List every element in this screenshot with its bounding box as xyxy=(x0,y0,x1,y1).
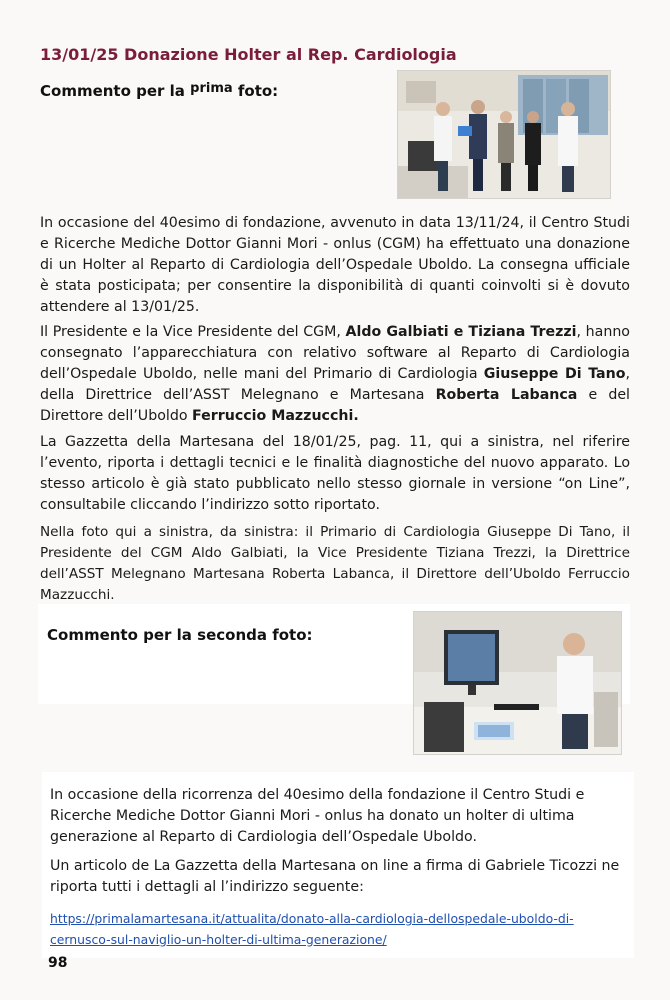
paragraph-anniversary: In occasione della ricorrenza del 40esimo della fondazione il Centro Studi e Ricerche Mediche Dottor Gianni Mori - onlus ha donato un holter di ultima generazione al Reparto di Cardiologia dell’Ospedale Uboldo. xyxy=(50,787,585,845)
paragraph-delivery-text-3: , della Direttrice dell’ASST Melegnano e Martesana xyxy=(40,366,630,403)
paragraph-gazzetta: La Gazzetta della Martesana del 18/01/25, pag. 11, qui a sinistra, nel riferire l’evento, riporta i dettagli tecnici e le finalità diagnostiche del nuovo apparato. Lo stesso articolo è già stato pubblicato nello stesso giornale in versione “on Line”, consultabile cliccando l’indirizzo sotto riportato. xyxy=(40,434,630,513)
paragraph-delivery-text-4: e del Direttore dell’Uboldo xyxy=(40,387,630,424)
photo-doctor-holter xyxy=(413,611,622,755)
caption-first-photo xyxy=(40,82,278,100)
name-di-tano: Giuseppe Di Tano xyxy=(483,366,626,382)
paragraph-delivery-text-1: Il Presidente e la Vice Presidente del CGM, xyxy=(40,324,346,340)
caption-first-before: Commento per la xyxy=(40,82,191,100)
paragraph-delivery-text-2: , hanno consegnato l’apparecchiatura con relativo software al Reparto di Cardiologia dell’Ospedale Uboldo, nelle mani del Primario di Cardiologia xyxy=(40,324,630,382)
page-title: 13/01/25 Donazione Holter al Rep. Cardiologia xyxy=(40,45,457,64)
photo-donation-group-image xyxy=(398,71,610,198)
name-galbiati-trezzi: Aldo Galbiati e Tiziana Trezzi xyxy=(345,324,577,340)
article-link[interactable]: https://primalamartesana.it/attualita/donato-alla-cardiologia-dellospedale-uboldo-di-cernusco-sul-naviglio-un-holter-di-ultima-generazione/ xyxy=(50,911,574,947)
caption-first-after: foto: xyxy=(232,82,279,100)
photo-doctor-holter-image xyxy=(414,612,621,754)
caption-first-prima: prima xyxy=(190,81,233,96)
caption-second-photo: Commento per la seconda foto: xyxy=(47,626,313,644)
page-number: 98 xyxy=(48,955,68,971)
name-mazzucchi: Ferruccio Mazzucchi. xyxy=(192,408,359,424)
paragraph-article: Un articolo de La Gazzetta della Martesana on line a firma di Gabriele Ticozzi ne riporta tutti i dettagli al l’indirizzo seguente: xyxy=(50,858,620,895)
name-labanca: Roberta Labanca xyxy=(435,387,578,403)
photo-donation-group xyxy=(397,70,611,199)
paragraph-delivery xyxy=(40,322,630,427)
paragraph-foundation: In occasione del 40esimo di fondazione, avvenuto in data 13/11/24, il Centro Studi e Ricerche Mediche Dottor Gianni Mori - onlus (CGM) ha effettuato una donazione di un Holter al Reparto di Cardiologia dell’Ospedale Uboldo. La consegna ufficiale è stata posticipata; per consentire la disponibilità di quanti coinvolti si è dovuto attendere al 13/01/25. xyxy=(40,215,630,315)
paragraph-photo-description: Nella foto qui a sinistra, da sinistra: il Primario di Cardiologia Giuseppe Di Tano, il Presidente del CGM Aldo Galbiati, la Vice Presidente Tiziana Trezzi, la Direttrice dell’ASST Melegnano Martesana Roberta Labanca, il Direttore dell’Uboldo Ferruccio Mazzucchi. xyxy=(40,524,630,603)
